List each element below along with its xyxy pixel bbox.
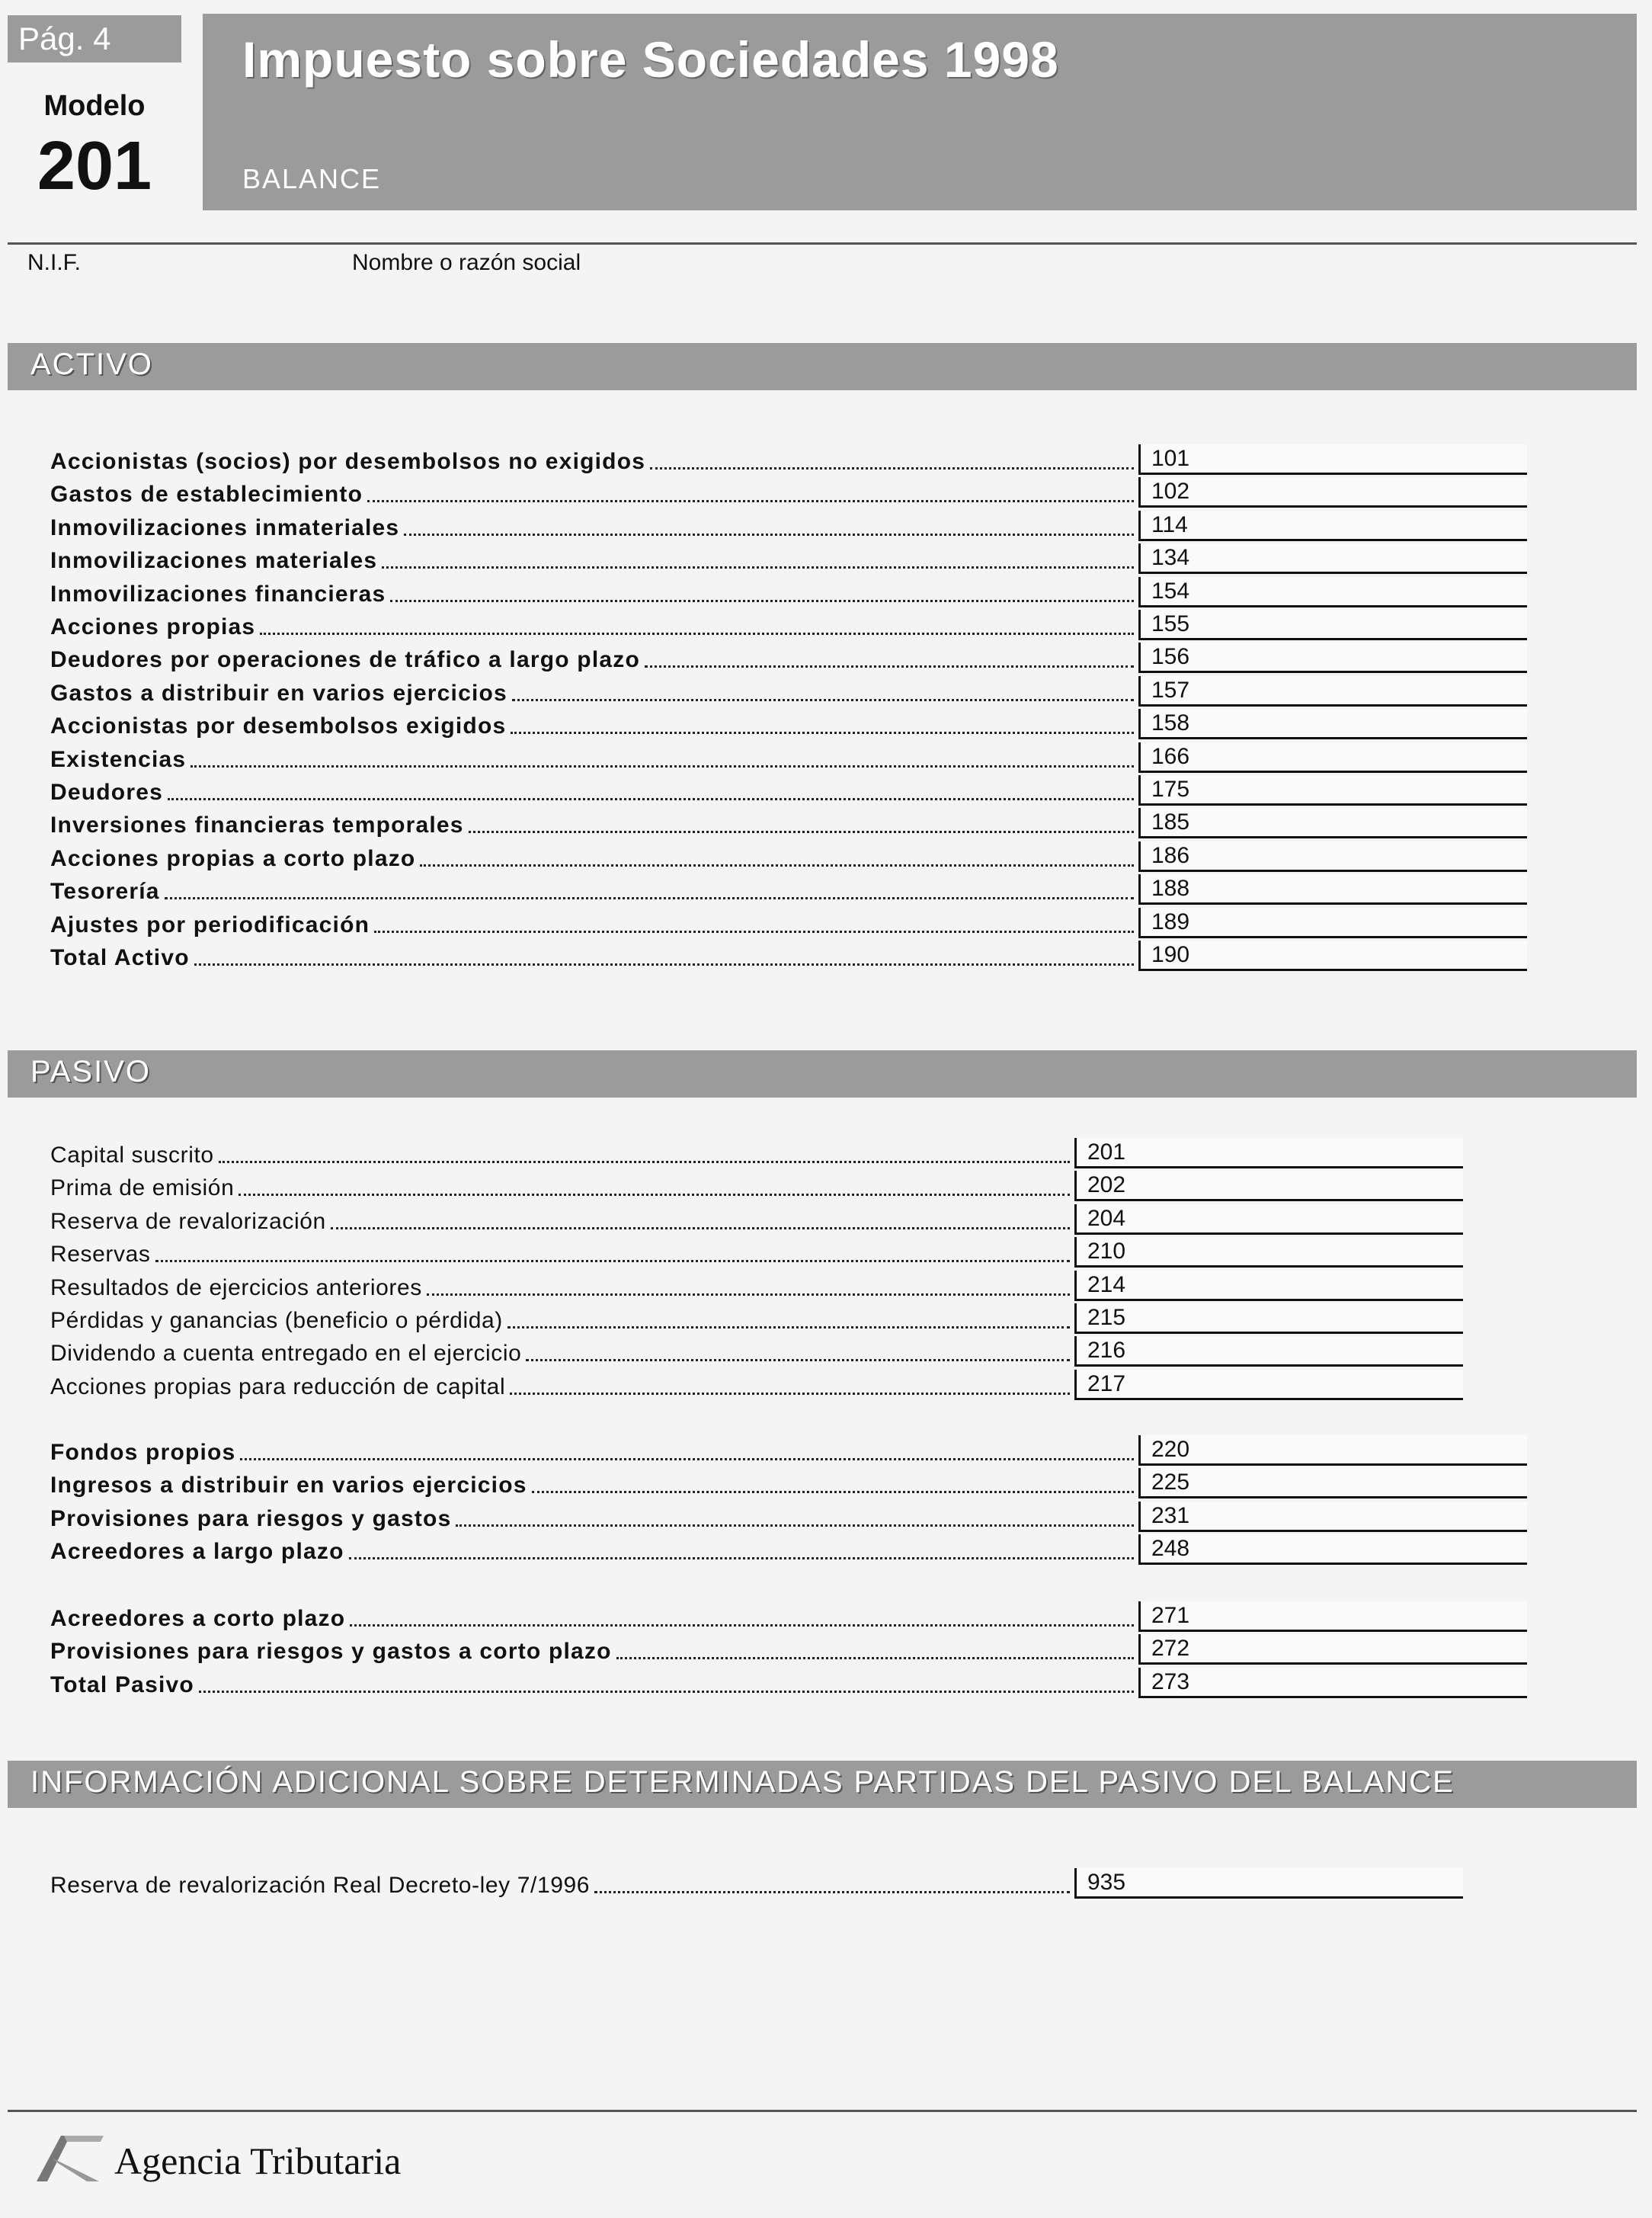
dot-leader [349, 1557, 1134, 1559]
section-heading-activo: ACTIVO [30, 348, 153, 381]
title-banner [203, 14, 1637, 210]
form-row-185 [50, 806, 1527, 838]
form-row-186 [50, 839, 1527, 872]
box-code: 225 [1151, 1470, 1190, 1495]
dot-leader [511, 732, 1134, 734]
amount-field-102[interactable] [1138, 477, 1527, 508]
box-code: 214 [1087, 1271, 1126, 1297]
form-row-155 [50, 607, 1527, 640]
amount-field-189[interactable] [1138, 908, 1527, 938]
dot-leader [427, 1293, 1070, 1296]
form-row-189 [50, 905, 1527, 938]
box-code: 154 [1151, 578, 1190, 604]
amount-field-214[interactable] [1074, 1271, 1463, 1301]
box-code: 217 [1087, 1370, 1126, 1396]
amount-field-114[interactable] [1138, 511, 1527, 541]
amount-field-157[interactable] [1138, 676, 1527, 707]
form-row-175 [50, 773, 1527, 806]
agencia-tributaria-logo-icon [30, 2128, 107, 2186]
form-row-210 [50, 1235, 1463, 1268]
amount-field-204[interactable] [1074, 1204, 1463, 1235]
form-row-188 [50, 872, 1527, 905]
row-label: Provisiones para riesgos y gastos a corto plazo [50, 1639, 612, 1665]
dot-leader [367, 500, 1134, 502]
row-label: Tesorería [50, 879, 160, 905]
dot-leader [165, 897, 1134, 899]
dot-leader [155, 1260, 1070, 1262]
row-label: Ajustes por periodificación [50, 912, 370, 938]
nif-label: N.I.F. [27, 250, 82, 275]
box-code: 157 [1151, 677, 1190, 703]
form-row-214 [50, 1268, 1463, 1301]
dot-leader [260, 633, 1134, 635]
dot-leader [594, 1891, 1070, 1893]
dot-leader [219, 1161, 1070, 1163]
amount-field-134[interactable] [1138, 543, 1527, 574]
form-row-202 [50, 1168, 1463, 1201]
row-label: Resultados de ejercicios anteriores [50, 1274, 422, 1300]
row-label: Deudores por operaciones de tráfico a largo plazo [50, 647, 640, 673]
model-number: 201 [37, 128, 152, 204]
form-row-102 [50, 475, 1527, 508]
company-name-label: Nombre o razón social [352, 250, 581, 275]
row-label: Deudores [50, 780, 163, 805]
agency-name: Agencia Tributaria [114, 2139, 402, 2182]
box-code: 216 [1087, 1338, 1126, 1364]
amount-field-210[interactable] [1074, 1237, 1463, 1268]
amount-field-217[interactable] [1074, 1370, 1463, 1400]
dot-leader [532, 1491, 1134, 1493]
dot-leader [374, 931, 1134, 933]
amount-field-231[interactable] [1138, 1502, 1527, 1532]
row-label: Provisiones para riesgos y gastos [50, 1505, 452, 1531]
box-code: 271 [1151, 1603, 1190, 1628]
box-code: 248 [1151, 1536, 1190, 1562]
footer-divider [8, 2110, 1637, 2112]
row-label: Total Pasivo [50, 1672, 194, 1697]
amount-field-935[interactable] [1074, 1868, 1463, 1899]
amount-field-248[interactable] [1138, 1534, 1527, 1565]
form-row-166 [50, 740, 1527, 773]
box-code: 204 [1087, 1205, 1126, 1231]
dot-leader [350, 1624, 1134, 1627]
form-subtitle: BALANCE [242, 163, 382, 194]
form-row-225 [50, 1466, 1527, 1498]
form-row-101 [50, 442, 1527, 475]
box-code: 220 [1151, 1437, 1190, 1462]
box-code: 175 [1151, 777, 1190, 802]
section-band-pasivo [8, 1050, 1637, 1098]
row-label: Prima de emisión [50, 1175, 235, 1201]
row-label: Accionistas por desembolsos exigidos [50, 713, 507, 739]
dot-leader [420, 864, 1134, 867]
amount-field-271[interactable] [1138, 1601, 1527, 1632]
form-row-216 [50, 1334, 1463, 1367]
row-label: Acciones propias [50, 614, 256, 639]
row-label: Reserva de revalorización Real Decreto-ley 7/1996 [50, 1873, 591, 1898]
dot-leader [510, 1393, 1070, 1395]
box-code: 155 [1151, 611, 1190, 636]
box-code: 273 [1151, 1668, 1190, 1694]
divider [8, 242, 1637, 245]
dot-leader [331, 1227, 1070, 1229]
row-label: Gastos a distribuir en varios ejercicios [50, 680, 507, 706]
amount-field-101[interactable] [1138, 444, 1527, 475]
row-label: Acciones propias a corto plazo [50, 845, 416, 871]
row-label: Dividendo a cuenta entregado en el ejercicio [50, 1341, 522, 1367]
dot-leader [390, 600, 1134, 602]
amount-field-215[interactable] [1074, 1303, 1463, 1334]
row-label: Acciones propias para reducción de capital [50, 1373, 506, 1399]
box-code: 210 [1087, 1239, 1126, 1264]
form-row-134 [50, 541, 1527, 574]
dot-leader [382, 566, 1134, 569]
amount-field-216[interactable] [1074, 1336, 1463, 1367]
form-row-158 [50, 707, 1527, 739]
amount-field-220[interactable] [1138, 1435, 1527, 1466]
amount-field-156[interactable] [1138, 643, 1527, 673]
amount-field-202[interactable] [1074, 1171, 1463, 1201]
row-label: Reservas [50, 1242, 151, 1268]
dot-leader [199, 1691, 1134, 1693]
row-label: Existencias [50, 746, 187, 772]
dot-leader [190, 765, 1134, 768]
box-code: 272 [1151, 1636, 1190, 1662]
box-code: 935 [1087, 1870, 1126, 1895]
dot-leader [645, 665, 1134, 668]
row-label: Gastos de establecimiento [50, 482, 363, 508]
dot-leader [404, 534, 1134, 536]
box-code: 114 [1151, 511, 1188, 537]
form-row-157 [50, 674, 1527, 707]
form-row-220 [50, 1433, 1527, 1466]
amount-field-272[interactable] [1138, 1634, 1527, 1665]
model-label: Modelo [43, 90, 146, 122]
row-label: Total Activo [50, 945, 190, 970]
box-code: 186 [1151, 842, 1190, 868]
row-label: Inmovilizaciones financieras [50, 581, 386, 607]
amount-field-225[interactable] [1138, 1468, 1527, 1498]
row-label: Acreedores a corto plazo [50, 1606, 346, 1631]
amount-field-175[interactable] [1138, 775, 1527, 806]
box-code: 102 [1151, 479, 1190, 505]
row-label: Accionistas (socios) por desembolsos no exigidos [50, 449, 646, 474]
form-row-217 [50, 1367, 1463, 1400]
dot-leader [650, 467, 1134, 470]
form-row-114 [50, 508, 1527, 541]
section-band-activo [8, 343, 1637, 390]
amount-field-188[interactable] [1138, 874, 1527, 905]
box-code: 101 [1151, 446, 1190, 471]
dot-leader [616, 1657, 1134, 1659]
form-row-272 [50, 1632, 1527, 1665]
form-row-156 [50, 640, 1527, 673]
amount-field-190[interactable] [1138, 941, 1527, 971]
form-row-215 [50, 1301, 1463, 1334]
box-code: 189 [1151, 909, 1190, 934]
dot-leader [168, 798, 1134, 800]
amount-field-158[interactable] [1138, 709, 1527, 739]
box-code: 134 [1151, 545, 1190, 571]
box-code: 158 [1151, 710, 1190, 736]
row-label: Capital suscrito [50, 1143, 214, 1168]
section-heading-adicional: INFORMACIÓN ADICIONAL SOBRE DETERMINADAS PARTIDAS DEL PASIVO DEL BALANCE [30, 1765, 1455, 1799]
row-label: Fondos propios [50, 1440, 236, 1465]
amount-field-155[interactable] [1138, 610, 1527, 640]
amount-field-166[interactable] [1138, 742, 1527, 773]
box-code: 201 [1087, 1139, 1126, 1165]
amount-field-185[interactable] [1138, 808, 1527, 838]
amount-field-273[interactable] [1138, 1668, 1527, 1698]
box-code: 185 [1151, 809, 1190, 835]
row-label: Ingresos a distribuir en varios ejercicios [50, 1473, 527, 1498]
row-label: Pérdidas y ganancias (beneficio o pérdida) [50, 1308, 503, 1333]
row-label: Reserva de revalorización [50, 1208, 326, 1234]
form-row-935 [50, 1866, 1463, 1899]
form-row-248 [50, 1532, 1527, 1565]
dot-leader [194, 963, 1134, 966]
form-row-154 [50, 575, 1527, 607]
box-code: 188 [1151, 876, 1190, 902]
row-label: Inversiones financieras temporales [50, 813, 464, 838]
dot-leader [512, 699, 1134, 701]
section-heading-pasivo: PASIVO [30, 1055, 151, 1088]
form-row-204 [50, 1202, 1463, 1235]
form-row-273 [50, 1665, 1527, 1698]
box-code: 156 [1151, 644, 1190, 670]
amount-field-154[interactable] [1138, 577, 1527, 607]
form-row-190 [50, 938, 1527, 971]
amount-field-201[interactable] [1074, 1138, 1463, 1168]
box-code: 202 [1087, 1172, 1126, 1198]
dot-leader [507, 1326, 1070, 1329]
row-label: Inmovilizaciones inmateriales [50, 514, 400, 540]
box-code: 190 [1151, 942, 1190, 967]
box-code: 215 [1087, 1305, 1126, 1330]
dot-leader [526, 1359, 1070, 1361]
dot-leader [239, 1194, 1070, 1196]
form-title: Impuesto sobre Sociedades 1998 [242, 31, 1059, 88]
dot-leader [469, 831, 1134, 833]
form-row-201 [50, 1136, 1463, 1168]
row-label: Acreedores a largo plazo [50, 1539, 344, 1565]
form-row-231 [50, 1499, 1527, 1532]
box-code: 166 [1151, 743, 1190, 769]
amount-field-186[interactable] [1138, 841, 1527, 872]
dot-leader [240, 1458, 1134, 1460]
form-row-271 [50, 1599, 1527, 1632]
page-number-label: Pág. 4 [8, 15, 181, 63]
dot-leader [456, 1524, 1134, 1527]
box-code: 231 [1151, 1502, 1190, 1528]
section-band-adicional [8, 1761, 1637, 1808]
row-label: Inmovilizaciones materiales [50, 548, 378, 574]
